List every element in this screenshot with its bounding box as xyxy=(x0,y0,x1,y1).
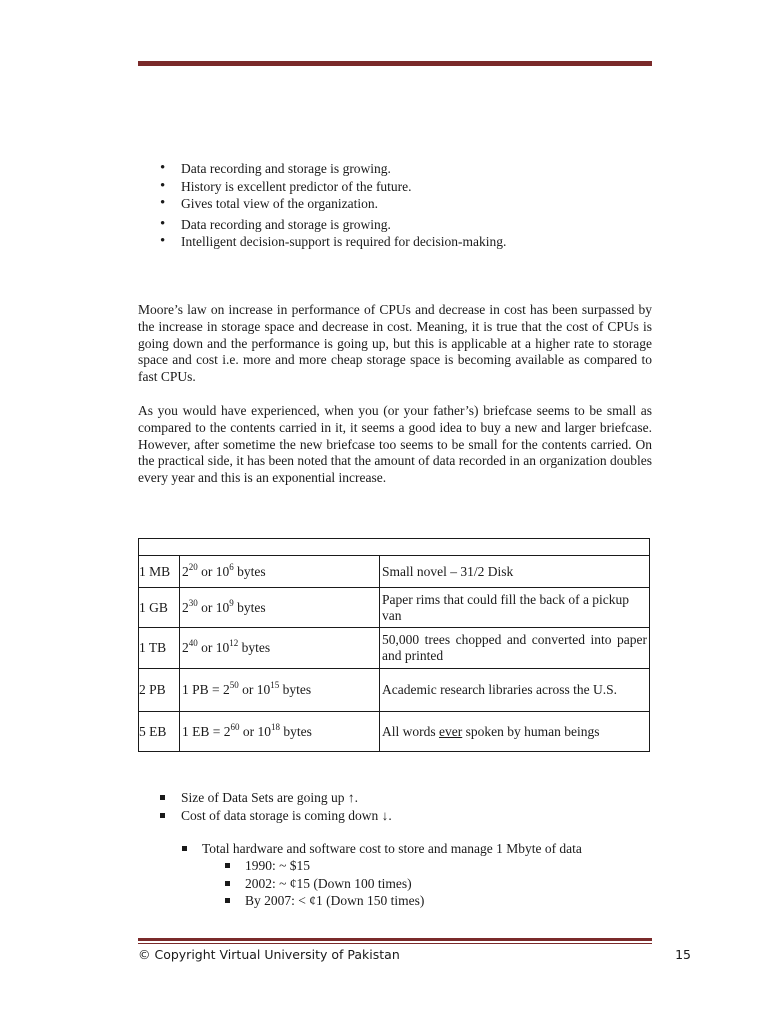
size-cell: 1 EB = $2^{60}$ or $10^{18}$ bytes xyxy=(180,712,380,752)
list-item: Size of Data Sets are going up ↑. xyxy=(138,789,392,807)
page-number: 15 xyxy=(675,947,691,962)
header-rule xyxy=(138,61,652,66)
example-cell: Small novel – 31/2 Disk xyxy=(380,556,650,588)
size-cell: $2^{30}$ or $10^9$ bytes xyxy=(180,588,380,628)
size-cell: 1 PB = $2^{50}$ or $10^{15}$ bytes xyxy=(180,669,380,712)
table-row xyxy=(139,628,650,669)
example-cell: Academic research libraries across the U.S. xyxy=(380,669,650,712)
list-item: • Gives total view of the organization. xyxy=(138,195,652,213)
list-item: Cost of data storage is coming down ↓. xyxy=(138,807,392,825)
reasons-list xyxy=(138,160,652,251)
list-item: • Data recording and storage is growing. xyxy=(138,216,652,234)
list-item: • History is excellent predictor of the future. xyxy=(138,178,652,196)
paragraph-briefcase: As you would have experienced, when you (or your father’s) briefcase seems to be small as compared to the contents carried in it, it seems a good idea to buy a new and larger briefcase. However, after sometime the new briefcase too seems to be small for the contents carried. On the practical side, it has been noted that the amount of data recorded in an organization doubles every year and this is an exponential increase. xyxy=(138,403,652,486)
table-row xyxy=(139,669,650,712)
list-item: • Intelligent decision-support is required for decision-making. xyxy=(138,233,652,251)
storage-size-table xyxy=(138,538,650,752)
footer-rule-thin xyxy=(138,943,652,944)
unit-cell: 1 GB xyxy=(139,588,180,628)
unit-cell: 1 MB xyxy=(139,556,180,588)
list-item: 2002: ~ ¢15 (Down 100 times) xyxy=(138,875,424,893)
cost-history-list xyxy=(138,857,424,910)
unit-cell: 2 PB xyxy=(139,669,180,712)
example-cell: All words ever spoken by human beings xyxy=(380,712,650,752)
unit-cell: 1 TB xyxy=(139,628,180,669)
list-item: • Data recording and storage is growing. xyxy=(138,160,652,178)
trend-list xyxy=(138,789,392,824)
list-item: Total hardware and software cost to store and manage 1 Mbyte of data xyxy=(138,840,582,858)
footer-copyright: © Copyright Virtual University of Pakistan xyxy=(138,947,400,962)
table-row xyxy=(139,712,650,752)
list-item: 1990: ~ $15 xyxy=(138,857,424,875)
cost-heading-list xyxy=(138,840,582,858)
example-cell: Paper rims that could fill the back of a pickup van xyxy=(380,588,650,628)
example-cell: 50,000 trees chopped and converted into paper and printed xyxy=(380,628,650,669)
footer-rule xyxy=(138,938,652,941)
size-cell: $2^{20}$ or $10^6$ bytes xyxy=(180,556,380,588)
table-row xyxy=(139,588,650,628)
table-header-row xyxy=(139,539,650,556)
paragraph-moores-law: Moore’s law on increase in performance of CPUs and decrease in cost has been surpassed by the increase in storage space and decrease in cost. Meaning, it is true that the cost of CPUs is going down and the performance is going up, but this is applicable at a higher rate to storage space and cost i.e. more and more cheap storage space is becoming available as compared to fast CPUs. xyxy=(138,302,652,385)
list-item: By 2007: < ¢1 (Down 150 times) xyxy=(138,892,424,910)
unit-cell: 5 EB xyxy=(139,712,180,752)
size-cell: $2^{40}$ or $10^{12}$ bytes xyxy=(180,628,380,669)
table-row xyxy=(139,556,650,588)
